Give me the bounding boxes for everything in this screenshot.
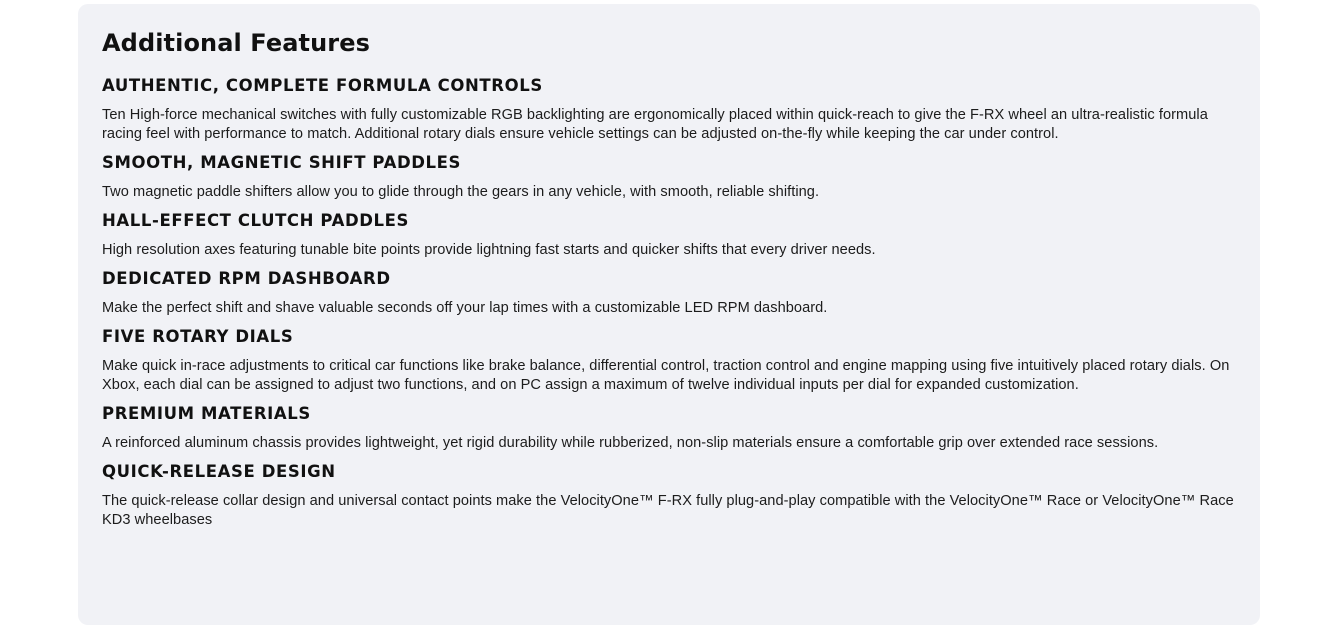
- feature-item-shift-paddles: [102, 152, 1236, 202]
- feature-heading: SMOOTH, MAGNETIC SHIFT PADDLES: [102, 153, 462, 172]
- feature-heading: HALL-EFFECT CLUTCH PADDLES: [102, 211, 410, 230]
- feature-item-premium-materials: [102, 403, 1236, 453]
- feature-heading: AUTHENTIC, COMPLETE FORMULA CONTROLS: [102, 76, 543, 95]
- feature-heading: DEDICATED RPM DASHBOARD: [102, 269, 391, 288]
- feature-description: The quick-release collar design and universal contact points make the VelocityOne™ F-RX fully plug-and-play compatible with the VelocityOne™ Race or VelocityOne™ Race KD3 wheelbases: [102, 493, 1234, 528]
- section-title: Additional Features: [102, 29, 370, 57]
- feature-description: Make the perfect shift and shave valuable seconds off your lap times with a customizable LED RPM dashboard.: [102, 300, 828, 316]
- feature-description: Make quick in-race adjustments to critical car functions like brake balance, differential control, traction control and engine mapping using five intuitively placed rotary dials. On Xbox, each dial can be assigned to adjust two functions, and on PC assign a maximum of twelve individual inputs per dial for expanded customization.: [102, 358, 1230, 393]
- feature-list: [102, 75, 1236, 530]
- feature-description: Ten High-force mechanical switches with fully customizable RGB backlighting are ergonomically placed within quick-reach to give the F-RX wheel an ultra-realistic formula racing feel with performance to match. Additional rotary dials ensure vehicle settings can be adjusted on-the-fly while keeping the car under control.: [102, 107, 1208, 142]
- feature-description: A reinforced aluminum chassis provides lightweight, yet rigid durability while rubberized, non-slip materials ensure a comfortable grip over extended race sessions.: [102, 435, 1159, 451]
- feature-item-clutch-paddles: [102, 210, 1236, 260]
- feature-item-formula-controls: [102, 75, 1236, 144]
- feature-description: High resolution axes featuring tunable bite points provide lightning fast starts and quicker shifts that every driver needs.: [102, 242, 876, 258]
- feature-item-quick-release: [102, 461, 1236, 530]
- feature-item-rotary-dials: [102, 326, 1236, 395]
- feature-heading: QUICK-RELEASE DESIGN: [102, 462, 336, 481]
- feature-heading: FIVE ROTARY DIALS: [102, 327, 294, 346]
- feature-item-rpm-dashboard: [102, 268, 1236, 318]
- feature-description: Two magnetic paddle shifters allow you to glide through the gears in any vehicle, with smooth, reliable shifting.: [102, 184, 820, 200]
- additional-features-panel: [78, 4, 1260, 625]
- feature-heading: PREMIUM MATERIALS: [102, 404, 311, 423]
